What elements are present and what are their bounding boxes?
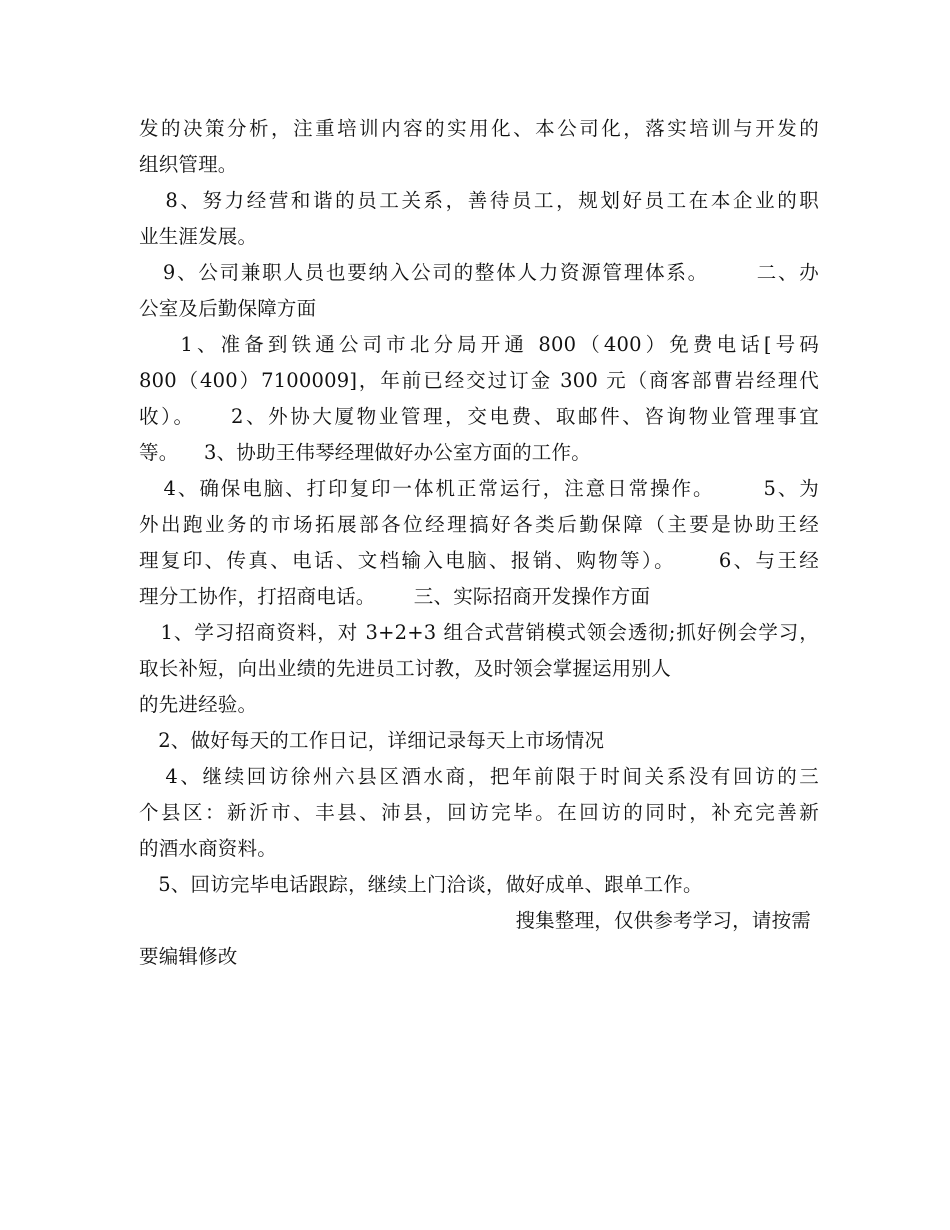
text-line: 业生涯发展。	[139, 225, 258, 248]
text-line: 5、回访完毕电话跟踪，继续上门洽谈，做好成单、跟单工作。	[139, 873, 703, 896]
text-line: 发的决策分析，注重培训内容的实用化、本公司化，落实培训与开发的	[139, 117, 819, 140]
text-line: 等。 3、协助王伟琴经理做好办公室方面的工作。	[139, 441, 591, 464]
text-line: 4、确保电脑、打印复印一体机正常运行，注意日常操作。 5、为	[139, 477, 819, 500]
text-line: 公室及后勤保障方面	[139, 297, 317, 320]
text-line: 的先进经验。	[139, 693, 258, 716]
footer-note: 搜集整理，仅供参考学习，请按需	[515, 909, 811, 932]
text-line: 8、努力经营和谐的员工关系，善待员工，规划好员工在本企业的职	[139, 189, 819, 212]
text-line: 的酒水商资料。	[139, 837, 277, 860]
text-line: 外出跑业务的市场拓展部各位经理搞好各类后勤保障（主要是协助王经	[139, 513, 819, 536]
text-line: 理复印、传真、电话、文档输入电脑、报销、购物等）。 6、与王经	[139, 549, 819, 572]
text-line: 1、学习招商资料，对 3+2+3 组合式营销模式领会透彻;抓好例会学习，	[139, 621, 819, 644]
footer-note-continued: 要编辑修改	[139, 945, 238, 968]
text-line: 收）。 2、外协大厦物业管理，交电费、取邮件、咨询物业管理事宜	[139, 405, 819, 428]
text-line: 1、准备到铁通公司市北分局开通 800（400）免费电话[号码	[139, 333, 819, 356]
text-line: 800（400）7100009]，年前已经交过订金 300 元（商客部曹岩经理代	[139, 369, 819, 392]
text-line: 个县区：新沂市、丰县、沛县，回访完毕。在回访的同时，补充完善新	[139, 801, 819, 824]
text-line: 9、公司兼职人员也要纳入公司的整体人力资源管理体系。 二、办	[139, 261, 819, 284]
text-line: 取长补短，向出业绩的先进员工讨教，及时领会掌握运用别人	[139, 657, 671, 680]
text-line: 4、继续回访徐州六县区酒水商，把年前限于时间关系没有回访的三	[139, 765, 819, 788]
text-line: 2、做好每天的工作日记，详细记录每天上市场情况	[139, 729, 605, 752]
text-line: 组织管理。	[139, 153, 238, 176]
text-line: 理分工协作，打招商电话。 三、实际招商开发操作方面	[139, 585, 651, 608]
